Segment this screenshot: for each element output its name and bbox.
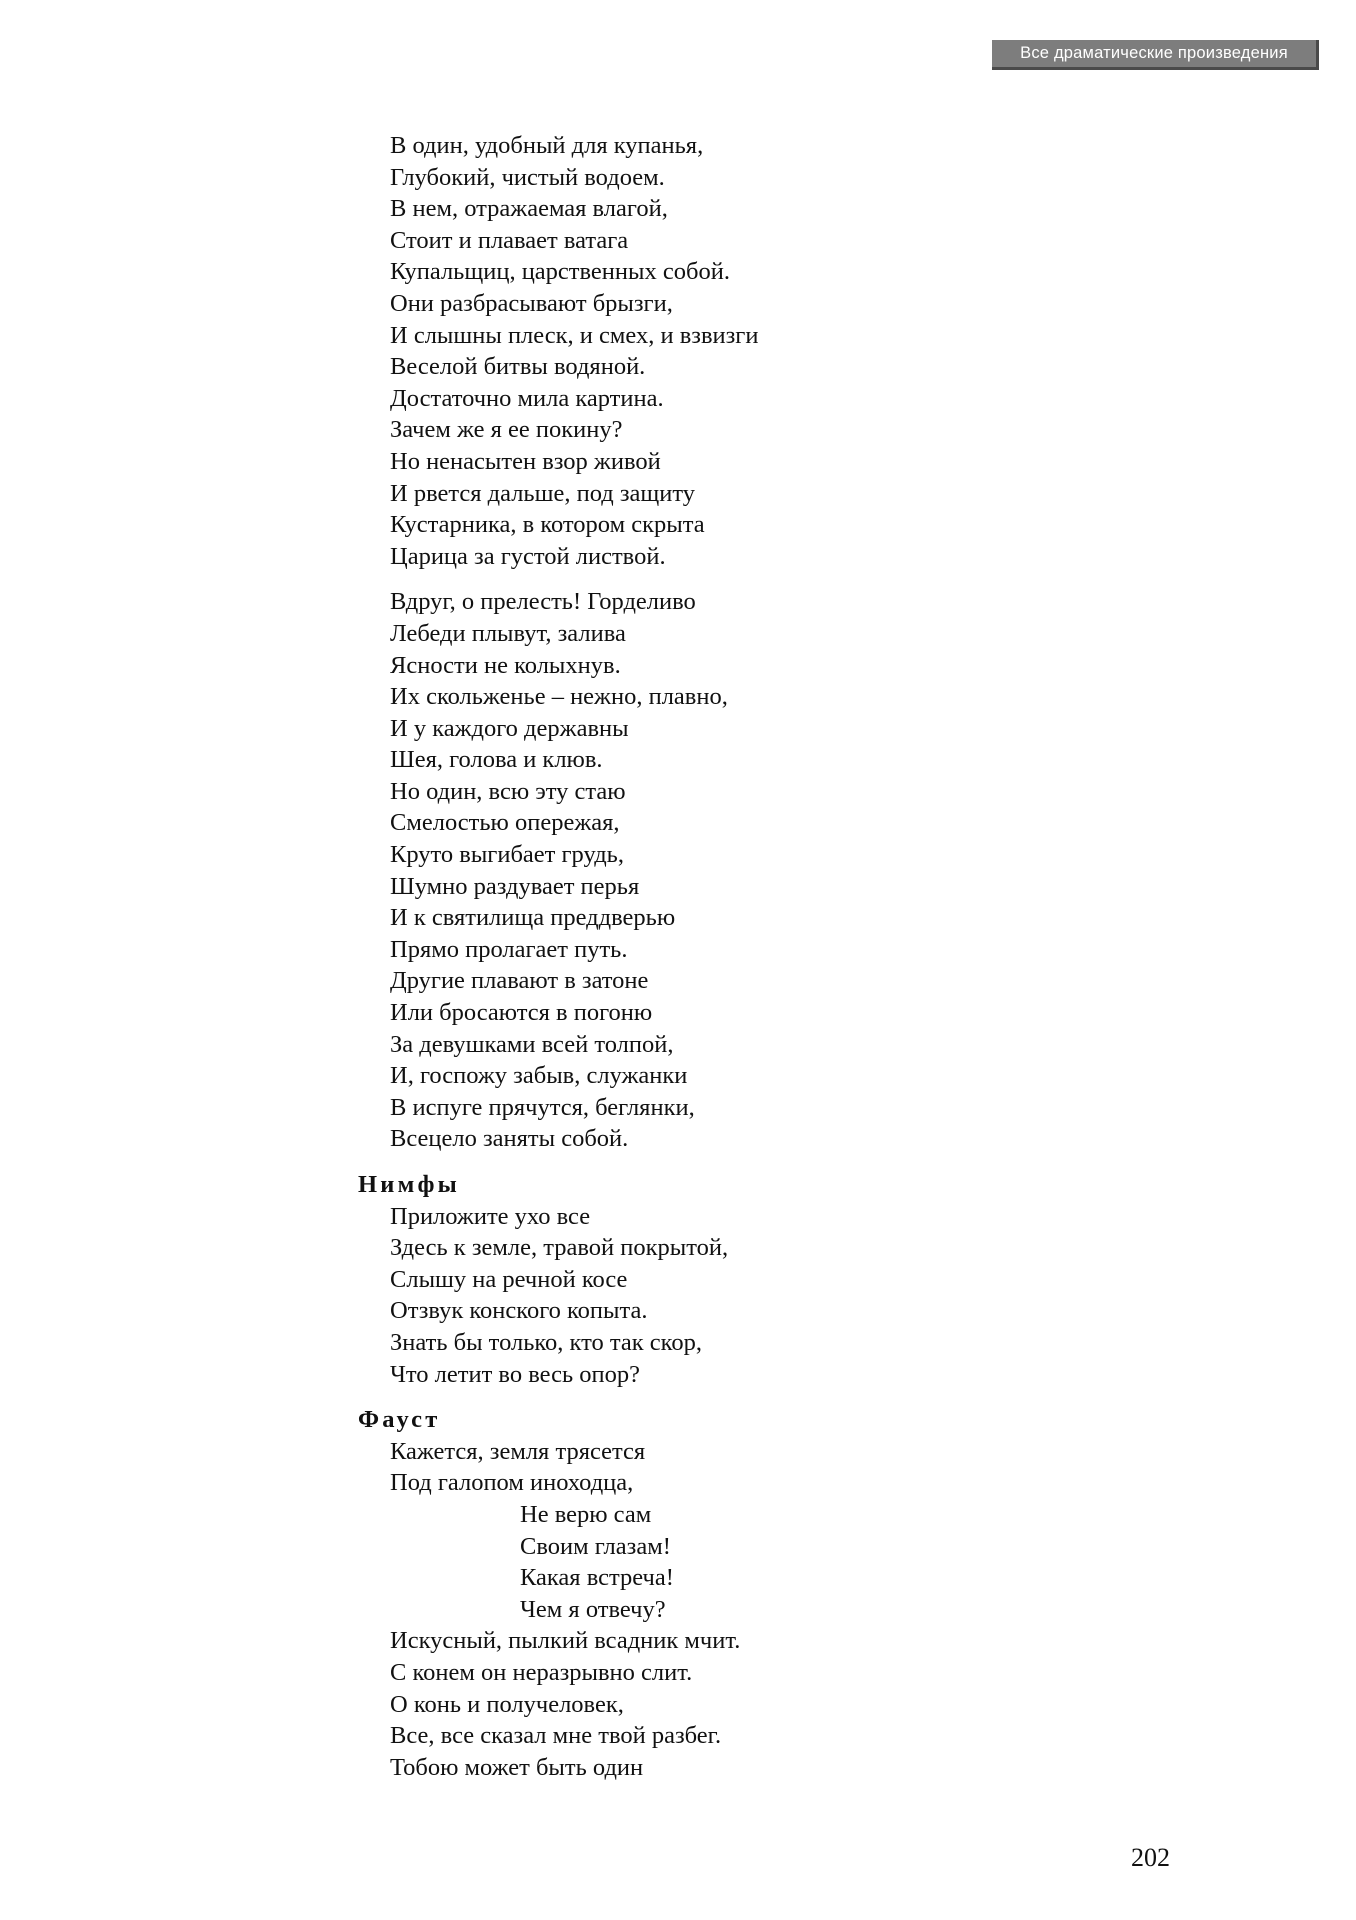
verse-line: Смелостью опережая, [390, 809, 620, 837]
verse-line: Ясности не колыхнув. [390, 651, 621, 679]
verse-line: Слышу на речной косе [390, 1265, 628, 1293]
verse-line-indented: Своим глазам! [520, 1532, 671, 1560]
verse-line: И у каждого державны [390, 714, 629, 742]
verse-line: Кажется, земля трясется [390, 1437, 646, 1465]
verse-line: Всецело заняты собой. [390, 1125, 629, 1153]
verse-line: Достаточно мила картина. [390, 384, 664, 412]
stanza-1 [358, 130, 1178, 572]
verse-line: Приложите ухо все [390, 1202, 591, 1230]
verse-line-indented: Чем я отвечу? [520, 1595, 666, 1623]
verse-line: И рвется дальше, под защиту [390, 479, 695, 507]
verse-line: О конь и получеловек, [390, 1690, 624, 1718]
verse-line: Веселой битвы водяной. [390, 353, 646, 381]
verse-line-indented: Какая встреча! [520, 1564, 674, 1592]
faust-speech [358, 1436, 1178, 1784]
verse-line: Но ненасытен взор живой [390, 447, 661, 475]
verse-line: Все, все сказал мне твой разбег. [390, 1722, 722, 1750]
nymphs-speech [358, 1201, 1178, 1391]
verse-line: Вдруг, о прелесть! Горделиво [390, 588, 696, 616]
verse-line: Круто выгибает грудь, [390, 841, 624, 869]
speaker-nymphs: Нимфы [358, 1171, 460, 1198]
stanza-2 [358, 586, 1178, 1155]
verse-line: Купальщиц, царственных собой. [390, 258, 730, 286]
verse-line: Но один, всю эту стаю [390, 777, 626, 805]
verse-line: В нем, отражаемая влагой, [390, 195, 668, 223]
verse-line: Они разбрасывают брызги, [390, 289, 673, 317]
verse-line: И слышны плеск, и смех, и взвизги [390, 321, 759, 349]
verse-line: Или бросаются в погоню [390, 999, 653, 1027]
verse-line: Шея, голова и клюв. [390, 746, 603, 774]
verse-line: Под галопом иноходца, [390, 1469, 634, 1497]
verse-line: Царица за густой листвой. [390, 542, 666, 570]
verse-line: И к святилища преддверью [390, 904, 676, 932]
verse-line: Что летит во весь опор? [390, 1360, 641, 1388]
verse-line: Шумно раздувает перья [390, 872, 640, 900]
verse-line: Кустарника, в котором скрыта [390, 511, 705, 539]
verse-line: Лебеди плывут, залива [390, 619, 626, 647]
verse-line: И, госпожу забыв, служанки [390, 1062, 688, 1090]
verse-line: Здесь к земле, травой покрытой, [390, 1234, 729, 1262]
speaker-faust: Фауст [358, 1406, 441, 1434]
verse-line: Стоит и плавает ватага [390, 226, 629, 254]
page-number: 202 [1131, 1843, 1170, 1872]
verse-line: За девушками всей толпой, [390, 1030, 674, 1058]
verse-line: Отзвук конского копыта. [390, 1297, 648, 1325]
verse-line-indented: Не верю сам [520, 1500, 652, 1528]
verse-line: Другие плавают в затоне [390, 967, 649, 995]
verse-line: В испуге прячутся, беглянки, [390, 1093, 695, 1121]
verse-line: Глубокий, чистый водоем. [390, 163, 665, 191]
verse-line: Прямо пролагает путь. [390, 935, 628, 963]
verse-line: Знать бы только, кто так скор, [390, 1328, 702, 1356]
page-content [358, 130, 1178, 1783]
verse-line: Зачем же я ее покину? [390, 416, 623, 444]
verse-line: Тобою может быть один [390, 1753, 644, 1781]
verse-line: В один, удобный для купанья, [390, 132, 704, 159]
verse-line: С конем он неразрывно слит. [390, 1658, 693, 1686]
verse-line: Искусный, пылкий всадник мчит. [390, 1627, 741, 1655]
section-header-tab: Все драматические произведения [992, 40, 1319, 70]
verse-line: Их скольженье – нежно, плавно, [390, 683, 728, 711]
